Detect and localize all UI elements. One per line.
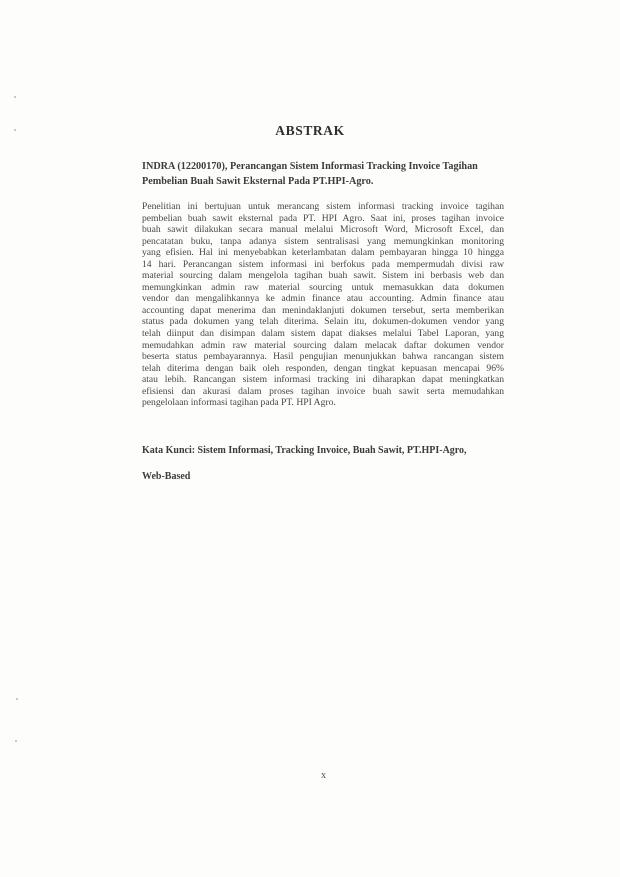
author-title-line: INDRA (12200170), Perancangan Sistem Informasi Tracking Invoice Tagihan [142, 161, 478, 172]
page-title: ABSTRAK [275, 123, 345, 138]
scan-speck [15, 740, 17, 742]
abstract-line: memudahkan admin raw material sourcing dalam melacak daftar dokumen vendor [142, 339, 504, 351]
abstract-line: atau lebih. Rancangan sistem informasi tracking ini diharapkan dapat meningkatkan [142, 374, 504, 386]
abstract-line: efisiensi dan akurasi dalam proses tagihan invoice buah sawit serta memudahkan [142, 385, 504, 397]
author-title-line: Pembelian Buah Sawit Eksternal Pada PT.HPI-Agro. [142, 175, 374, 187]
scan-speck [16, 698, 18, 700]
abstract-line: buah sawit dilakukan secara manual melalui Microsoft Word, Microsoft Excel, dan [142, 224, 504, 236]
abstract-line: Penelitian ini bertujuan untuk merancang sistem informasi tracking invoice tagihan [142, 201, 504, 212]
abstract-line: yang efisien. Hal ini menyebabkan keterlambatan dalam pembayaran hingga 10 hingga [142, 247, 504, 259]
abstract-line: accounting dapat menerima dan menindaklanjuti dokumen tersebut, serta memberikan [142, 304, 504, 316]
abstract-line: pencatatan buku, tanpa adanya sistem sentralisasi yang memungkinkan monitoring [142, 235, 504, 247]
scan-speck [14, 96, 16, 98]
abstract-line: telah diterima dengan baik oleh responden, dengan tingkat kepuasan mencapai 96% [142, 362, 504, 374]
abstract-line: beserta status pembayarannya. Hasil pengujian menunjukkan bahwa rancangan sistem [142, 351, 504, 363]
abstract-line: 14 hari. Perancangan sistem informasi ini berfokus pada mempermudah divisi raw [142, 258, 504, 270]
abstract-line: vendor dan mengalihkannya ke admin finance atau accounting. Admin finance atau [142, 293, 504, 305]
keywords-line: Web-Based [142, 471, 191, 482]
abstract-body [142, 201, 504, 409]
abstract-line: telah diinput dan disimpan dalam sistem dapat diakses melalui Tabel Laporan, yang [142, 328, 504, 340]
abstract-line: status pada dokumen yang telah diterima. Selain itu, dokumen-dokumen vendor yang [142, 316, 504, 328]
page-number: x [321, 770, 326, 781]
abstract-line: pengelolaan informasi tagihan pada PT. HPI Agro. [142, 397, 336, 409]
abstract-line: material sourcing dalam mengelola tagihan buah sawit. Sistem ini berbasis web dan [142, 270, 504, 282]
abstract-line: pembelian buah sawit eksternal pada PT. HPI Agro. Saat ini, proses tagihan invoice [142, 212, 504, 224]
keywords-block [142, 438, 504, 490]
abstract-line: memungkinkan admin raw material sourcing untuk memasukkan data dokumen [142, 281, 504, 293]
author-title-block [142, 160, 502, 189]
keywords-line: Kata Kunci: Sistem Informasi, Tracking Invoice, Buah Sawit, PT.HPI-Agro, [142, 445, 467, 456]
